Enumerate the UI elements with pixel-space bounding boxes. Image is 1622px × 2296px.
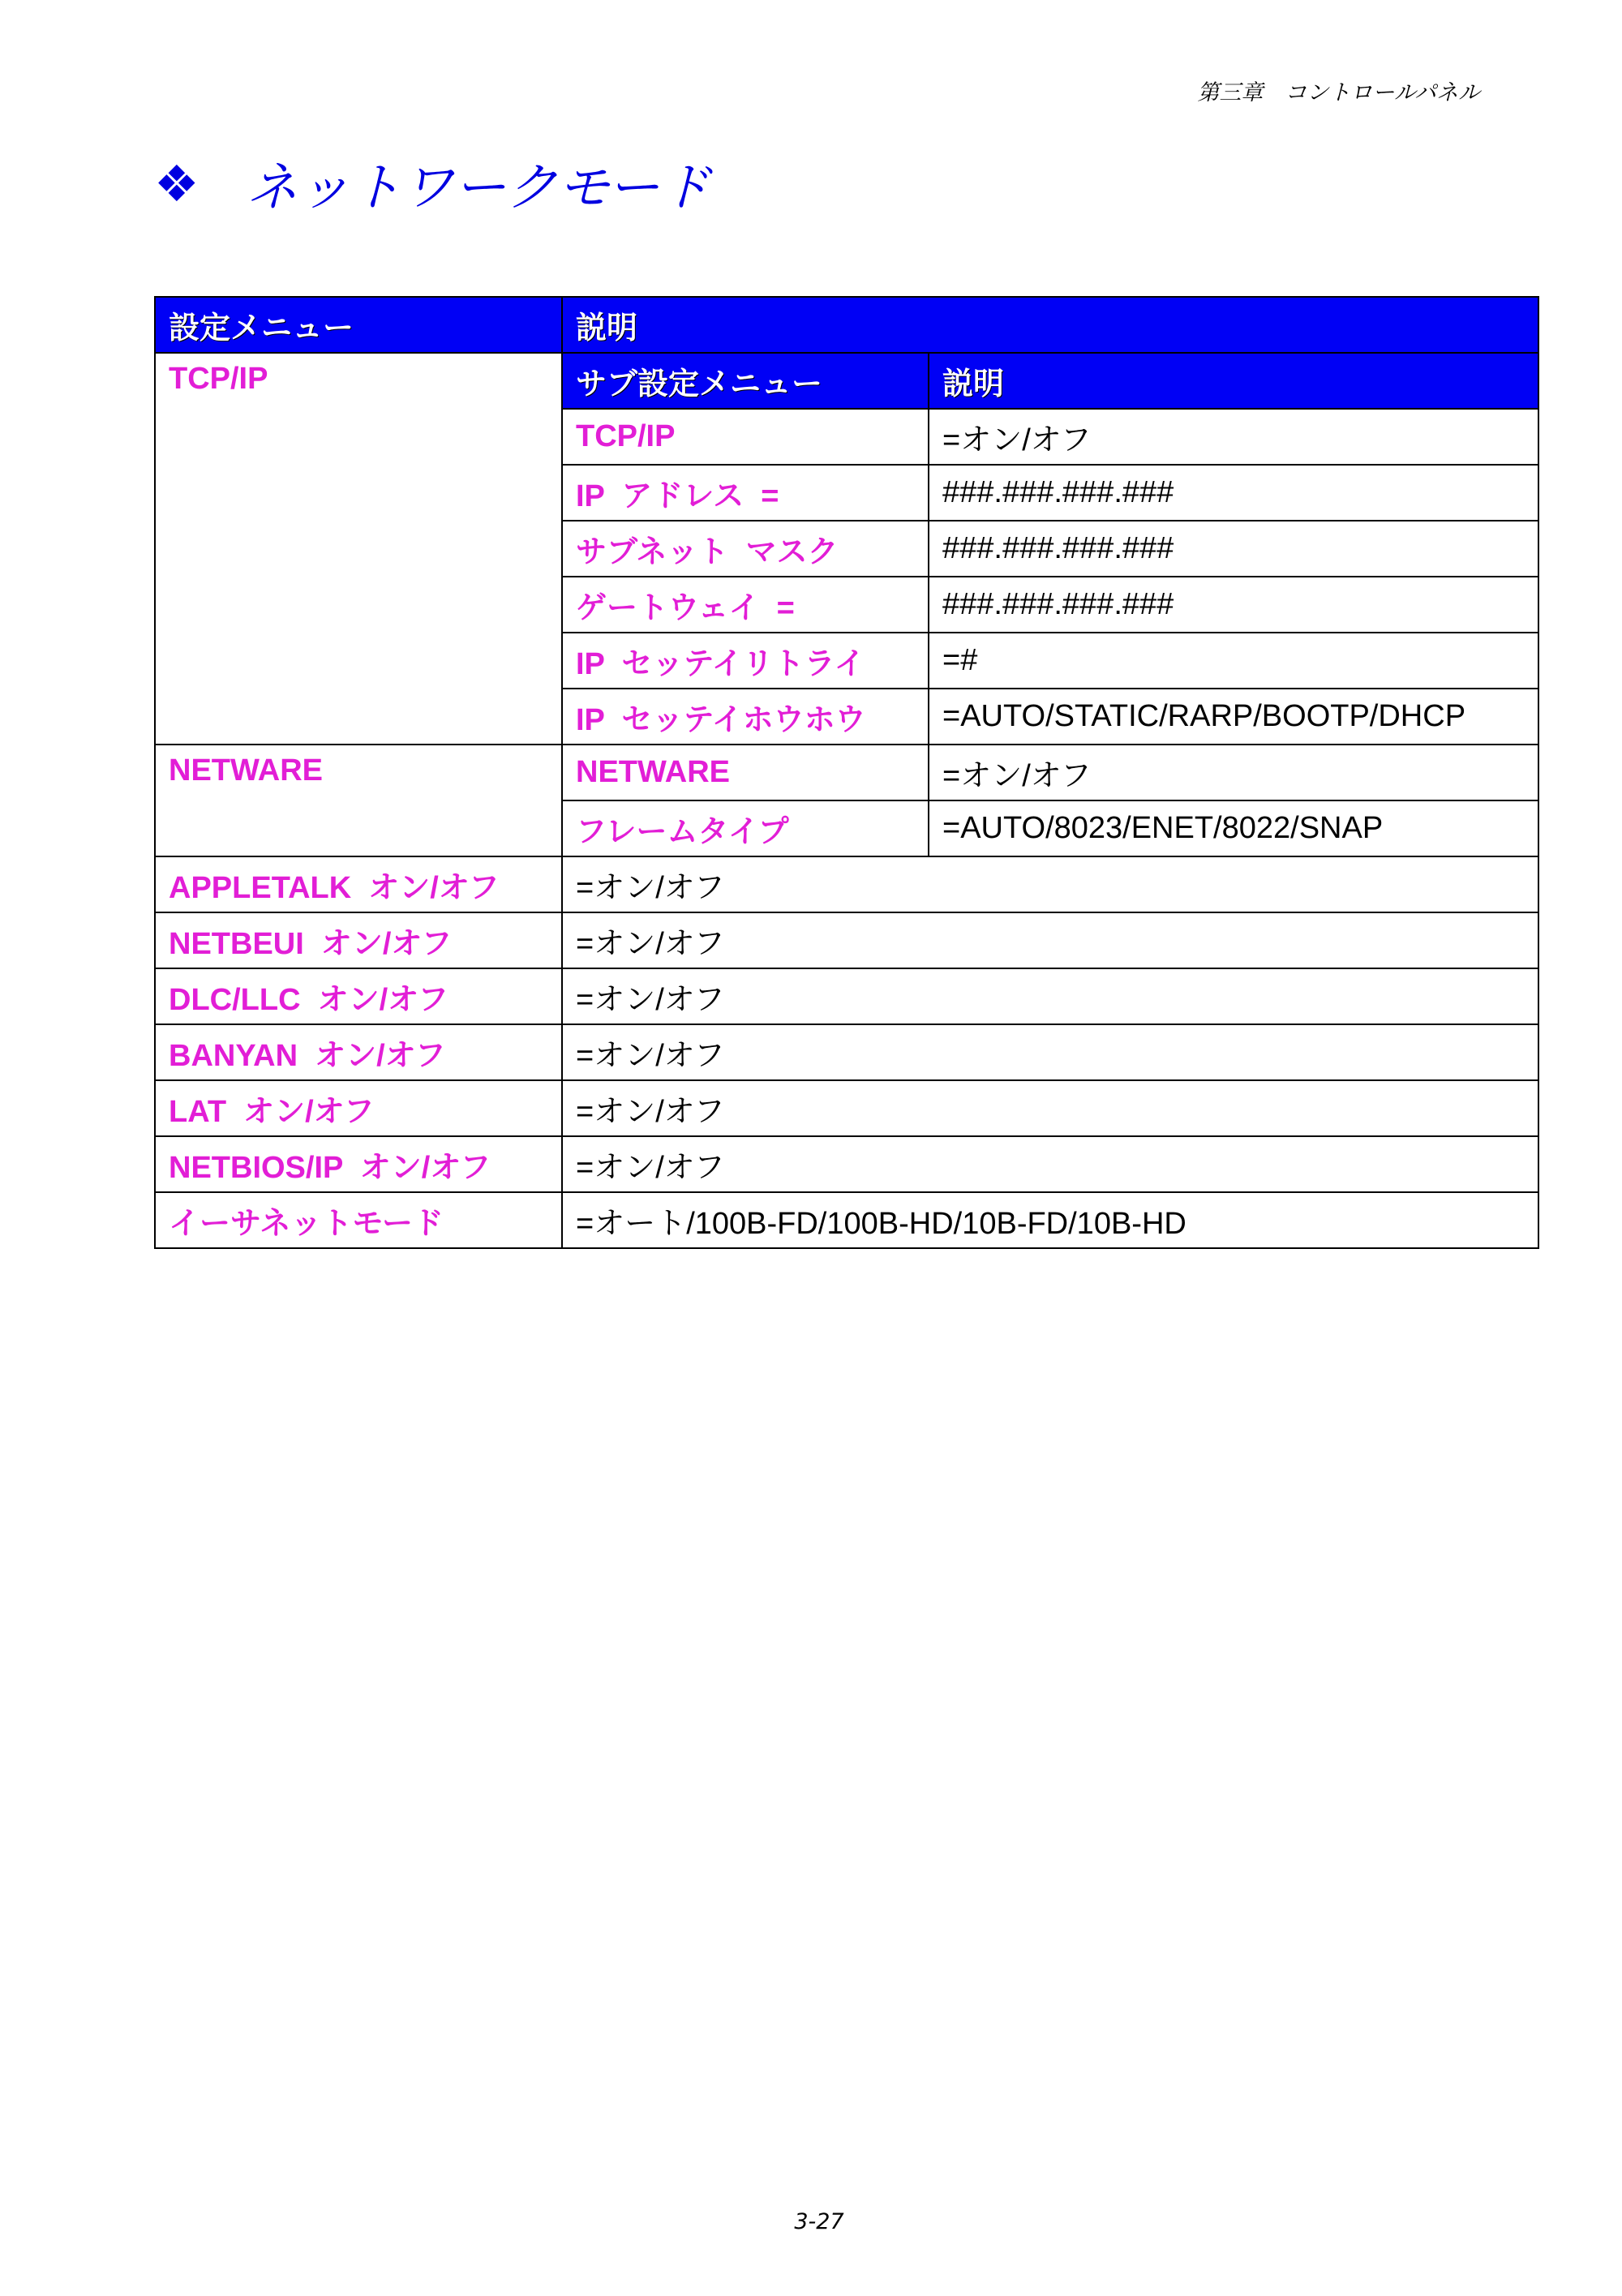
section-title-text: ネットワークモード: [246, 158, 712, 218]
group-label-netware: NETWARE: [155, 745, 562, 856]
table-row: [155, 968, 1538, 1024]
table-cell-item: APPLETALK オン/オフ: [155, 856, 562, 912]
table-row: [155, 353, 1538, 409]
table-cell-item: TCP/IP: [562, 409, 929, 465]
header-description: 説明: [562, 297, 1538, 353]
group-label-tcpip: TCP/IP: [155, 353, 562, 745]
table-cell-value: =オン/オフ: [929, 409, 1538, 465]
table-cell-item: NETBEUI オン/オフ: [155, 912, 562, 968]
sub-header-menu: サブ設定メニュー: [562, 353, 929, 409]
table-cell-value: =オート/100B-FD/100B-HD/10B-FD/10B-HD: [562, 1192, 1538, 1248]
sub-header-description: 説明: [929, 353, 1538, 409]
table-cell-item: IP セッテイホウホウ: [562, 689, 929, 745]
table-cell-value: =オン/オフ: [562, 968, 1538, 1024]
table-cell-value: =オン/オフ: [562, 1024, 1538, 1080]
page-number: 3-27: [794, 2209, 844, 2234]
table-cell-item: フレームタイプ: [562, 800, 929, 856]
table-cell-item: BANYAN オン/オフ: [155, 1024, 562, 1080]
table-cell-value: =オン/オフ: [562, 1080, 1538, 1136]
table-cell-value: =#: [929, 633, 1538, 689]
header-menu: 設定メニュー: [155, 297, 562, 353]
table-cell-item: イーサネットモード: [155, 1192, 562, 1248]
table-cell-value: ###.###.###.###: [929, 577, 1538, 633]
table-cell-value: =AUTO/STATIC/RARP/BOOTP/DHCP: [929, 689, 1538, 745]
table-row: [155, 912, 1538, 968]
table-cell-value: =オン/オフ: [929, 745, 1538, 800]
network-mode-table: [154, 296, 1539, 1249]
table-cell-item: IP セッテイリトライ: [562, 633, 929, 689]
diamond-bullet-icon: ❖: [154, 153, 200, 213]
section-title: [154, 146, 711, 221]
chapter-header: 第三章 コントロールパネル: [1197, 80, 1480, 105]
table-row: [155, 1192, 1538, 1248]
table-cell-item: IP アドレス =: [562, 465, 929, 521]
table-cell-value: =オン/オフ: [562, 1136, 1538, 1192]
table-cell-item: ゲートウェイ =: [562, 577, 929, 633]
table-row: [155, 1024, 1538, 1080]
table-row: [155, 1080, 1538, 1136]
table-cell-item: NETBIOS/IP オン/オフ: [155, 1136, 562, 1192]
table-cell-value: =AUTO/8023/ENET/8022/SNAP: [929, 800, 1538, 856]
table-row: [155, 1136, 1538, 1192]
table-cell-item: サブネット マスク: [562, 521, 929, 577]
table-cell-value: ###.###.###.###: [929, 465, 1538, 521]
table-row: [155, 856, 1538, 912]
table-cell-value: ###.###.###.###: [929, 521, 1538, 577]
table-cell-item: NETWARE: [562, 745, 929, 800]
table-header-row: [155, 297, 1538, 353]
table-row: [155, 745, 1538, 800]
table-cell-item: LAT オン/オフ: [155, 1080, 562, 1136]
table-cell-item: DLC/LLC オン/オフ: [155, 968, 562, 1024]
table-cell-value: =オン/オフ: [562, 912, 1538, 968]
table-cell-value: =オン/オフ: [562, 856, 1538, 912]
